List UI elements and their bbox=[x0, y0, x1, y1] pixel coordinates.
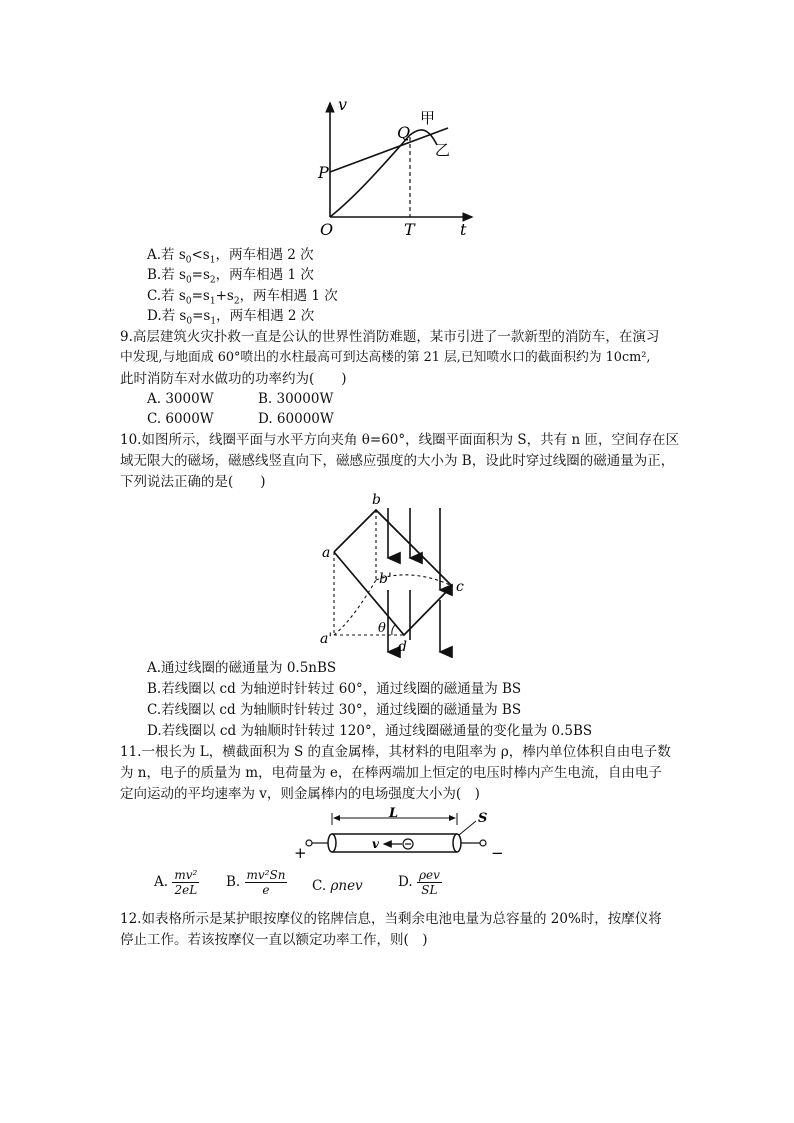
label-Q: Q bbox=[397, 123, 411, 142]
coil-in-magnetic-field-figure bbox=[312, 490, 482, 658]
label-a-prime: a' bbox=[320, 631, 333, 647]
q11-line-2: 为 n，电子的质量为 m，电荷量为 e，在棒两端加上恒定的电压时棒内产生电流，自由电子 bbox=[120, 765, 662, 781]
q11-option-d: D. $\frac{\text{ρev}}{SL}$ bbox=[398, 868, 440, 897]
label-P: P bbox=[318, 163, 329, 182]
q9-line-2: 中发现,与地面成 60°喷出的水柱最高可到达高楼的第 21 层,已知喷水口的截面积约为 10cm², bbox=[120, 350, 651, 365]
q9-line-1: 9.高层建筑火灾扑救一直是公认的世界性消防难题，某市引进了一款新型的消防车，在演习 bbox=[120, 329, 660, 345]
q11-option-a: A. $\frac{\text{mv²}}{2eL}$ bbox=[154, 868, 198, 897]
q12-line-1: 12.如表格所示是某护眼按摩仪的铭牌信息，当剩余电池电量为总容量的 20%时，按摩仪将 bbox=[120, 911, 662, 927]
label-jia: 甲 bbox=[420, 109, 436, 127]
label-theta: θ bbox=[378, 621, 386, 636]
label-b: b bbox=[372, 492, 381, 508]
label-S: S bbox=[478, 811, 488, 826]
q10-line-3: 下列说法正确的是( ) bbox=[120, 474, 266, 490]
q8-option-c: C.若 $s_0=s_1+s_2$，两车相遇 1 次 bbox=[147, 288, 338, 307]
velocity-time-graph bbox=[300, 95, 490, 245]
label-L: L bbox=[389, 806, 399, 821]
q11-line-1: 11.一根长为 L，横截面积为 S 的直金属棒，其材料的电阻率为 ρ，棒内单位体积自由电子数 bbox=[120, 744, 671, 760]
label-v-rod: v bbox=[372, 837, 379, 851]
label-a: a bbox=[322, 545, 331, 561]
label-O: O bbox=[320, 220, 334, 239]
label-v: v bbox=[338, 95, 348, 114]
q10-option-c: C.若线圈以 cd 为轴顺时针转过 30°，通过线圈的磁通量为 BS bbox=[147, 702, 522, 718]
label-t: t bbox=[460, 220, 467, 239]
q9-option-a: A. 3000W bbox=[147, 391, 214, 407]
q10-option-a: A.通过线圈的磁通量为 0.5nBS bbox=[147, 660, 337, 676]
metal-rod-figure bbox=[292, 805, 507, 863]
q10-option-b: B.若线圈以 cd 为轴逆时针转过 60°，通过线圈的磁通量为 BS bbox=[147, 681, 522, 697]
q9-option-b: B. 30000W bbox=[258, 391, 334, 407]
label-minus: − bbox=[491, 844, 504, 862]
q8-option-a: A.若 $s_0<s_1$，两车相遇 2 次 bbox=[147, 247, 314, 266]
q9-option-c: C. 6000W bbox=[147, 411, 214, 427]
q9-option-d: D. 60000W bbox=[258, 411, 334, 427]
label-yi: 乙 bbox=[435, 141, 451, 159]
q10-line-1: 10.如图所示，线圈平面与水平方向夹角 θ=60°，线圈平面面积为 S，共有 n 匝，空间存在区 bbox=[120, 432, 679, 448]
label-d: d bbox=[398, 639, 407, 655]
line-yi bbox=[330, 130, 437, 217]
q11-option-c: C. ρnev bbox=[312, 878, 363, 894]
label-plus: + bbox=[294, 844, 307, 862]
q8-option-b: B.若 $s_0=s_2$，两车相遇 1 次 bbox=[147, 267, 314, 286]
label-c: c bbox=[456, 579, 464, 595]
label-T: T bbox=[404, 220, 415, 239]
q10-line-2: 域无限大的磁场，磁感线竖直向下，磁感应强度的大小为 B，设此时穿过线圈的磁通量为正， bbox=[120, 453, 675, 469]
q8-option-d: D.若 $s_0=s_1$，两车相遇 2 次 bbox=[147, 308, 315, 327]
q11-line-3: 定向运动的平均速率为 v，则金属棒内的电场强度大小为( ) bbox=[120, 786, 480, 802]
q12-line-2: 停止工作。若该按摩仪一直以额定功率工作，则( ) bbox=[120, 932, 428, 948]
q10-option-d: D.若线圈以 cd 为轴顺时针转过 120°，通过线圈磁通量的变化量为 0.5BS bbox=[147, 723, 593, 739]
label-b-prime: b' bbox=[379, 571, 392, 587]
q9-line-3: 此时消防车对水做功的功率约为( ) bbox=[120, 371, 347, 387]
q11-option-b: B. $\frac{\text{mv²Sn}}{e}$ bbox=[226, 868, 286, 897]
